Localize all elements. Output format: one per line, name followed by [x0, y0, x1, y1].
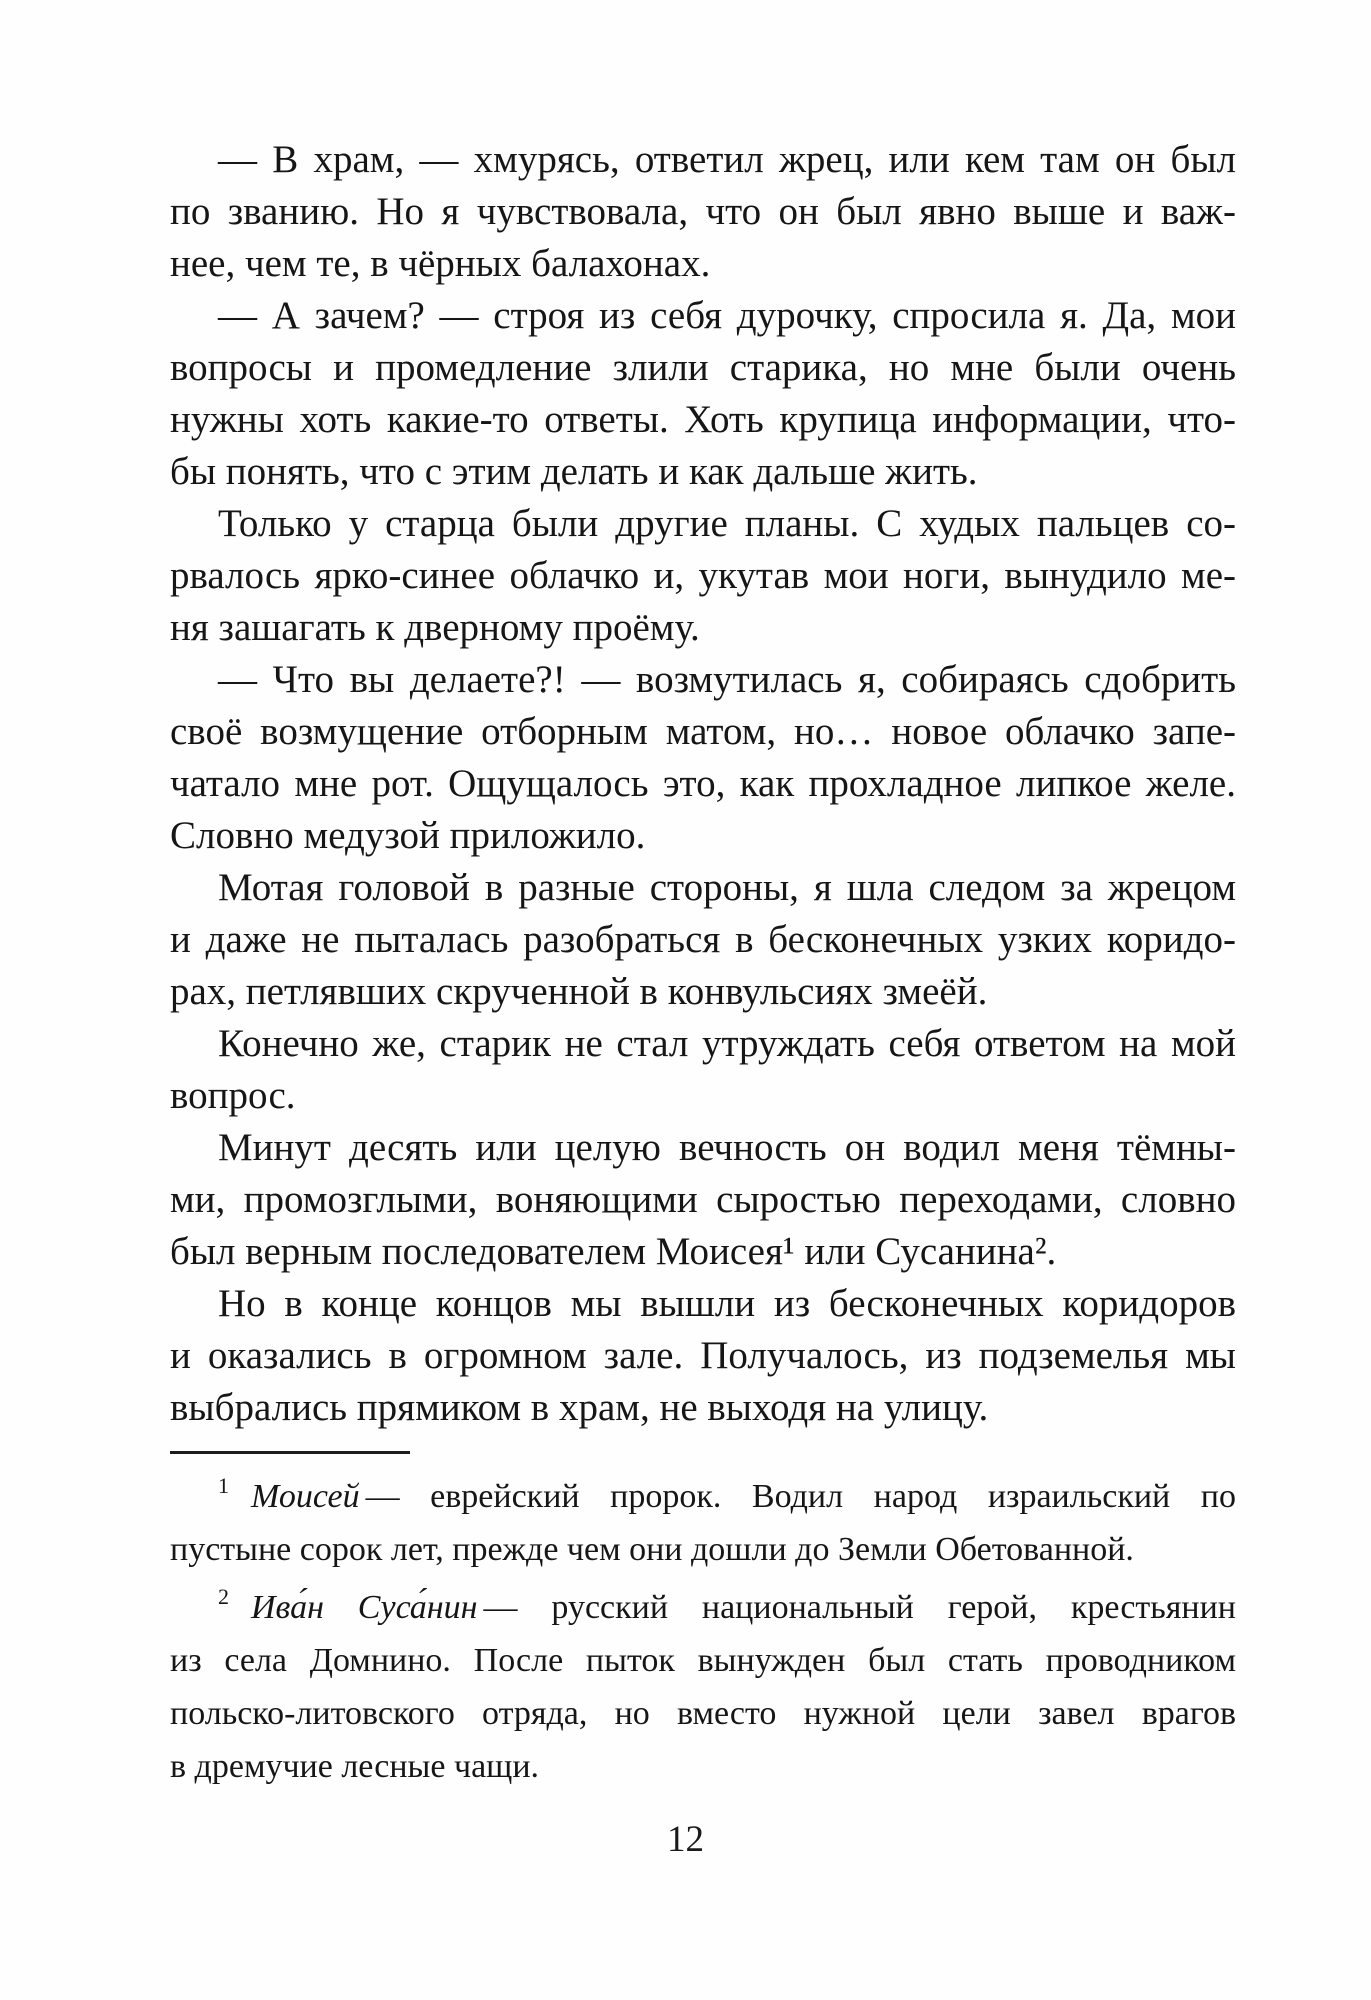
main-text	[170, 134, 1236, 1798]
text-line: вопросы и промедление злили старика, но мне были очень	[170, 346, 1236, 389]
text-line: и оказались в огромном зале. Получалось, из подземелья мы	[170, 1334, 1236, 1377]
text-line: — А зачем? — строя из себя дурочку, спросила я. Да, мои	[218, 294, 1236, 337]
footnote-term: Моисей	[251, 1478, 360, 1515]
footnote-line: 1 Моисей — еврейский пророк. Водил народ израильский по	[218, 1473, 1236, 1515]
text-line: — Что вы делаете?! — возмутилась я, собираясь сдобрить	[218, 658, 1236, 701]
footnote-text: — еврейский пророк. Водил народ израильский по	[365, 1478, 1236, 1515]
paragraph	[170, 1278, 1236, 1434]
footnote-1	[170, 1470, 1236, 1576]
text-line: ня зашагать к дверному проёму.	[170, 606, 700, 649]
footnotes	[170, 1470, 1236, 1793]
text-line: Словно медузой приложило.	[170, 814, 646, 857]
text-line: Но в конце концов мы вышли из бесконечных коридоров	[218, 1282, 1236, 1325]
page-number: 12	[667, 1819, 704, 1860]
text-line: ми, промозглыми, воняющими сыростью переходами, словно	[170, 1178, 1236, 1221]
footnote-text: — русский национальный герой, крестьянин	[483, 1589, 1236, 1626]
paragraph	[170, 862, 1236, 1018]
paragraph	[170, 134, 1236, 290]
text-line: бы понять, что с этим делать и как дальше жить.	[170, 450, 978, 493]
footnote-separator	[170, 1451, 410, 1454]
paragraph	[170, 1018, 1236, 1122]
footnote-term: Ива́н Суса́нин	[251, 1589, 478, 1626]
footnote-line: польско-литовского отряда, но вместо нужной цели завел врагов	[170, 1695, 1236, 1732]
text-line: Только у старца были другие планы. С худых пальцев со-	[218, 502, 1236, 545]
text-line: своё возмущение отборным матом, но… новое облачко запе-	[170, 710, 1236, 753]
text-line: рах, петлявших скрученной в конвульсиях змеёй.	[170, 970, 988, 1013]
text-line: Минут десять или целую вечность он водил меня тёмны-	[218, 1126, 1236, 1169]
paragraph	[170, 290, 1236, 498]
footnote-line: из села Домнино. После пыток вынужден был стать проводником	[170, 1642, 1236, 1679]
text-line: Конечно же, старик не стал утруждать себя ответом на мой	[218, 1022, 1236, 1065]
footnote-line: 2 Ива́н Суса́нин — русский национальный герой, крестьянин	[218, 1584, 1236, 1626]
text-line: нее, чем те, в чёрных балахонах.	[170, 242, 711, 285]
text-line: рвалось ярко-синее облачко и, укутав мои ноги, вынудило ме-	[170, 554, 1236, 597]
text-line: был верным последователем Моисея¹ или Сусанина².	[170, 1230, 1057, 1273]
paragraph	[170, 654, 1236, 862]
text-line: выбрались прямиком в храм, не выходя на улицу.	[170, 1386, 989, 1429]
paragraph	[170, 1122, 1236, 1278]
text-line: вопрос.	[170, 1074, 296, 1117]
footnote-2	[170, 1581, 1236, 1793]
text-line: Мотая головой в разные стороны, я шла следом за жрецом	[218, 866, 1236, 909]
text-line: нужны хоть какие-то ответы. Хоть крупица информации, что-	[170, 398, 1236, 441]
text-line: чатало мне рот. Ощущалось это, как прохладное липкое желе.	[170, 762, 1236, 805]
footnote-line: в дремучие лесные чащи.	[170, 1748, 540, 1785]
text-line: по званию. Но я чувствовала, что он был явно выше и важ-	[170, 190, 1236, 233]
paragraph	[170, 498, 1236, 654]
text-line: — В храм, — хмурясь, ответил жрец, или кем там он был	[218, 138, 1236, 181]
text-line: и даже не пыталась разобраться в бесконечных узких коридо-	[170, 918, 1236, 961]
footnote-line: пустыне сорок лет, прежде чем они дошли до Земли Обетованной.	[170, 1531, 1134, 1568]
